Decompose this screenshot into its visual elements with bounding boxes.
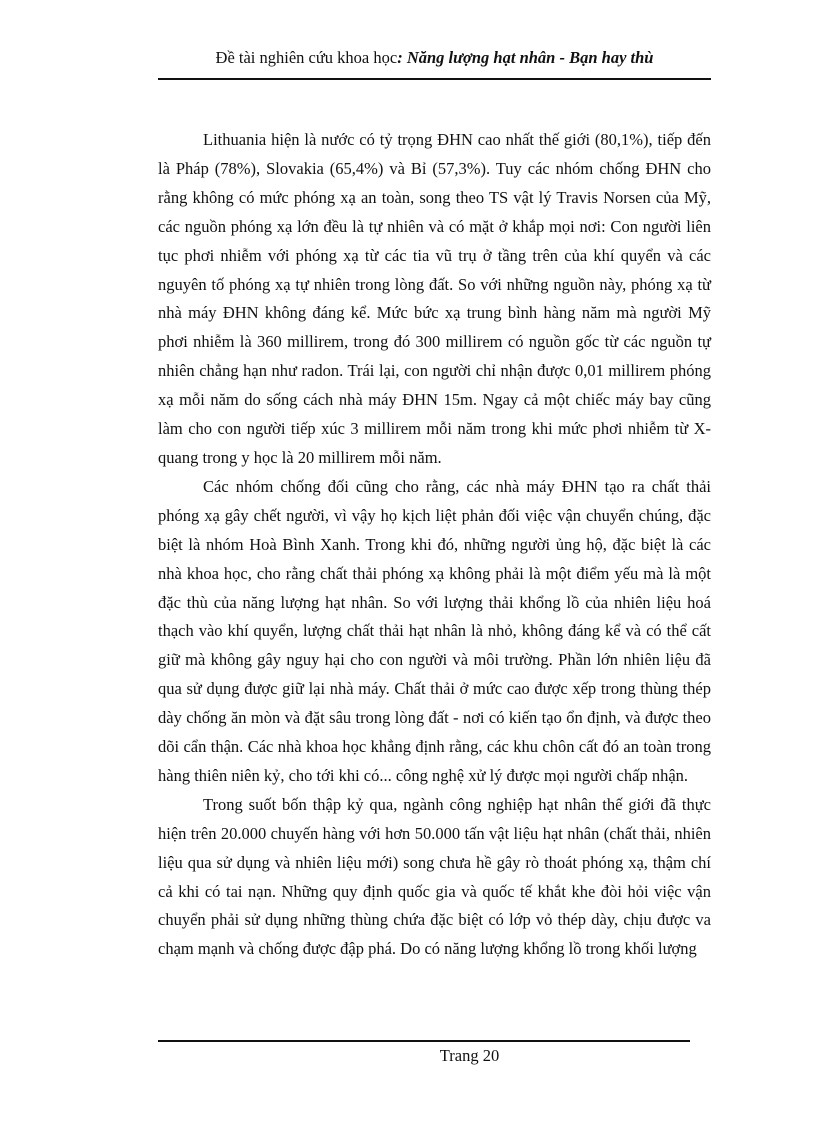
page-header (158, 46, 711, 70)
document-body (158, 126, 711, 964)
paragraph-1: Lithuania hiện là nước có tỷ trọng ĐHN cao nhất thế giới (80,1%), tiếp đến là Pháp (78%), Slovakia (65,4%) và Bỉ (57,3%). Tuy các nhóm chống ĐHN cho rằng không có mức phóng xạ an toàn, song theo TS vật lý Travis Norsen của Mỹ, các nguồn phóng xạ lớn đều là tự nhiên và có mặt ở khắp mọi nơi: Con người liên tục phơi nhiễm với phóng xạ từ các tia vũ trụ ở tầng trên của khí quyển và các nguyên tố phóng xạ tự nhiên trong lòng đất. So với những nguồn này, phóng xạ từ nhà máy ĐHN không đáng kể. Mức bức xạ trung bình hàng năm mà người Mỹ phơi nhiễm là 360 millirem, trong đó 300 millirem có nguồn gốc từ các nguồn tự nhiên chẳng hạn như radon. Trái lại, con người chỉ nhận được 0,01 millirem phóng xạ mỗi năm do sống cách nhà máy ĐHN 15m. Ngay cả một chiếc máy bay cũng làm cho con người tiếp xúc 3 millirem mỗi năm trong khi mức phơi nhiễm từ X-quang trong y học là 20 millirem mỗi năm. (158, 130, 711, 467)
footer-divider (158, 1040, 690, 1042)
header-title: : Năng lượng hạt nhân - Bạn hay thù (397, 48, 654, 67)
header-divider (158, 78, 711, 80)
header-prefix: Đề tài nghiên cứu khoa học (215, 48, 398, 67)
paragraph-3: Trong suốt bốn thập kỷ qua, ngành công nghiệp hạt nhân thế giới đã thực hiện trên 20.000 chuyến hàng với hơn 50.000 tấn vật liệu hạt nhân (chất thải, nhiên liệu qua sử dụng và nhiên liệu mới) song chưa hề gây rò thoát phóng xạ, thậm chí cả khi có tai nạn. Những quy định quốc gia và quốc tế khắt khe đòi hỏi việc vận chuyển phải sử dụng những thùng chứa đặc biệt có lớp vỏ thép dày, chịu được va chạm mạnh và chống được đập phá. Do có năng lượng khổng lồ trong khối lượng (158, 794, 711, 959)
page-number: Trang 20 (439, 1046, 500, 1065)
paragraph-2: Các nhóm chống đối cũng cho rằng, các nhà máy ĐHN tạo ra chất thải phóng xạ gây chết người, vì vậy họ kịch liệt phản đối việc vận chuyển chúng, đặc biệt là nhóm Hoà Bình Xanh. Trong khi đó, những người ủng hộ, đặc biệt là các nhà khoa học, cho rằng chất thải phóng xạ không phải là một điểm yếu mà là một đặc thù của năng lượng hạt nhân. So với lượng thải khổng lồ của nhiên liệu hoá thạch vào khí quyển, lượng chất thải hạt nhân là nhỏ, không đáng kể và có thể cất giữ mà không gây nguy hại cho con người và môi trường. Phần lớn nhiên liệu đã qua sử dụng được giữ lại nhà máy. Chất thải ở mức cao được xếp trong thùng thép dày chống ăn mòn và đặt sâu trong lòng đất - nơi có kiến tạo ổn định, và được theo dõi cẩn thận. Các nhà khoa học khẳng định rằng, các khu chôn cất đó an toàn trong hàng thiên niên kỷ, cho tới khi có... công nghệ xử lý được mọi người chấp nhận. (158, 476, 711, 785)
